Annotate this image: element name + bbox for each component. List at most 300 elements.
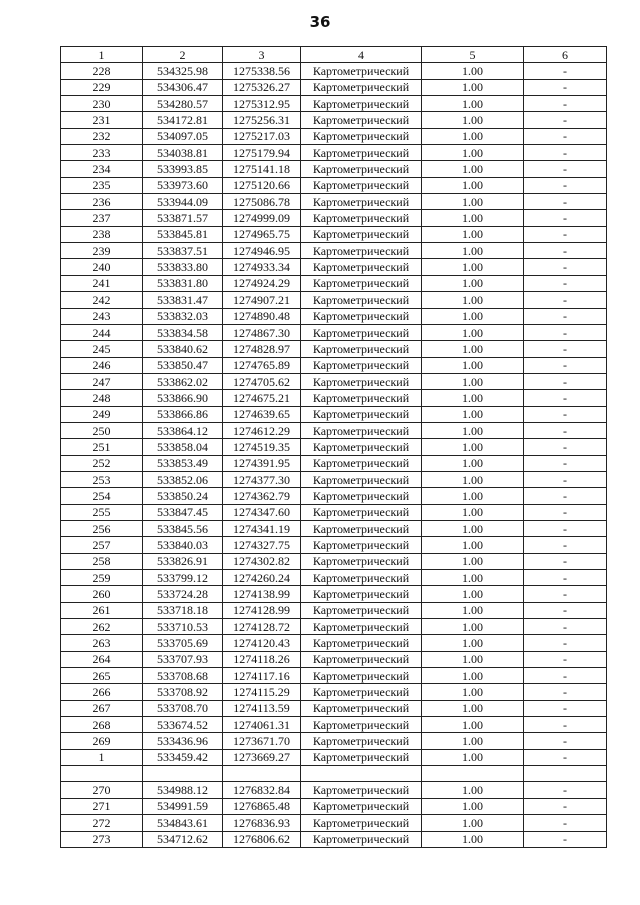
accuracy-cell: 1.00 bbox=[422, 243, 524, 259]
column-header-6: 6 bbox=[524, 47, 607, 63]
x-coordinate-cell: 534097.05 bbox=[143, 128, 223, 144]
y-coordinate-cell: 1274828.97 bbox=[223, 341, 301, 357]
method-cell: Картометрический bbox=[301, 782, 422, 798]
x-coordinate-cell: 533459.42 bbox=[143, 749, 223, 765]
accuracy-cell: 1.00 bbox=[422, 259, 524, 275]
accuracy-cell: 1.00 bbox=[422, 700, 524, 716]
table-row bbox=[61, 635, 607, 651]
point-number-cell: 248 bbox=[61, 390, 143, 406]
method-cell: Картометрический bbox=[301, 373, 422, 389]
method-cell: Картометрический bbox=[301, 520, 422, 536]
column-header-1: 1 bbox=[61, 47, 143, 63]
method-cell: Картометрический bbox=[301, 651, 422, 667]
point-number-cell: 259 bbox=[61, 570, 143, 586]
table-row bbox=[61, 79, 607, 95]
note-cell: - bbox=[524, 570, 607, 586]
x-coordinate-cell: 533871.57 bbox=[143, 210, 223, 226]
y-coordinate-cell: 1274933.34 bbox=[223, 259, 301, 275]
y-coordinate-cell: 1274115.29 bbox=[223, 684, 301, 700]
method-cell: Картометрический bbox=[301, 684, 422, 700]
method-cell: Картометрический bbox=[301, 259, 422, 275]
note-cell: - bbox=[524, 684, 607, 700]
x-coordinate-cell: 534843.61 bbox=[143, 815, 223, 831]
accuracy-cell: 1.00 bbox=[422, 308, 524, 324]
x-coordinate-cell: 533831.47 bbox=[143, 292, 223, 308]
note-cell: - bbox=[524, 308, 607, 324]
note-cell: - bbox=[524, 194, 607, 210]
y-coordinate-cell: 1275120.66 bbox=[223, 177, 301, 193]
y-coordinate-cell: 1275312.95 bbox=[223, 96, 301, 112]
method-cell: Картометрический bbox=[301, 749, 422, 765]
note-cell: - bbox=[524, 520, 607, 536]
y-coordinate-cell: 1274890.48 bbox=[223, 308, 301, 324]
accuracy-cell: 1.00 bbox=[422, 177, 524, 193]
note-cell: - bbox=[524, 96, 607, 112]
table-row bbox=[61, 520, 607, 536]
y-coordinate-cell: 1274705.62 bbox=[223, 373, 301, 389]
y-coordinate-cell: 1274120.43 bbox=[223, 635, 301, 651]
accuracy-cell: 1.00 bbox=[422, 128, 524, 144]
note-cell: - bbox=[524, 733, 607, 749]
table-row bbox=[61, 324, 607, 340]
x-coordinate-cell: 533866.86 bbox=[143, 406, 223, 422]
method-cell: Картометрический bbox=[301, 553, 422, 569]
table-row bbox=[61, 586, 607, 602]
note-cell: - bbox=[524, 602, 607, 618]
y-coordinate-cell: 1274118.26 bbox=[223, 651, 301, 667]
table-row bbox=[61, 700, 607, 716]
point-number-cell: 235 bbox=[61, 177, 143, 193]
note-cell: - bbox=[524, 815, 607, 831]
accuracy-cell: 1.00 bbox=[422, 341, 524, 357]
y-coordinate-cell: 1276832.84 bbox=[223, 782, 301, 798]
y-coordinate-cell: 1274128.72 bbox=[223, 619, 301, 635]
x-coordinate-cell bbox=[143, 766, 223, 782]
table-row bbox=[61, 145, 607, 161]
note-cell: - bbox=[524, 471, 607, 487]
x-coordinate-cell: 534306.47 bbox=[143, 79, 223, 95]
x-coordinate-cell: 533840.03 bbox=[143, 537, 223, 553]
x-coordinate-cell: 533436.96 bbox=[143, 733, 223, 749]
method-cell: Картометрический bbox=[301, 145, 422, 161]
method-cell: Картометрический bbox=[301, 63, 422, 79]
method-cell bbox=[301, 766, 422, 782]
point-number-cell: 265 bbox=[61, 668, 143, 684]
y-coordinate-cell: 1274907.21 bbox=[223, 292, 301, 308]
method-cell: Картометрический bbox=[301, 79, 422, 95]
point-number-cell: 232 bbox=[61, 128, 143, 144]
note-cell: - bbox=[524, 406, 607, 422]
accuracy-cell: 1.00 bbox=[422, 602, 524, 618]
table-row bbox=[61, 439, 607, 455]
x-coordinate-cell: 533845.81 bbox=[143, 226, 223, 242]
y-coordinate-cell: 1273669.27 bbox=[223, 749, 301, 765]
method-cell: Картометрический bbox=[301, 831, 422, 847]
y-coordinate-cell: 1275326.27 bbox=[223, 79, 301, 95]
note-cell: - bbox=[524, 210, 607, 226]
y-coordinate-cell: 1274519.35 bbox=[223, 439, 301, 455]
point-number-cell: 246 bbox=[61, 357, 143, 373]
method-cell: Картометрический bbox=[301, 194, 422, 210]
note-cell: - bbox=[524, 275, 607, 291]
y-coordinate-cell: 1274924.29 bbox=[223, 275, 301, 291]
accuracy-cell: 1.00 bbox=[422, 668, 524, 684]
table-row bbox=[61, 177, 607, 193]
accuracy-cell: 1.00 bbox=[422, 782, 524, 798]
accuracy-cell: 1.00 bbox=[422, 390, 524, 406]
point-number-cell: 256 bbox=[61, 520, 143, 536]
y-coordinate-cell: 1274347.60 bbox=[223, 504, 301, 520]
accuracy-cell: 1.00 bbox=[422, 733, 524, 749]
method-cell: Картометрический bbox=[301, 586, 422, 602]
note-cell: - bbox=[524, 226, 607, 242]
column-header-3: 3 bbox=[223, 47, 301, 63]
table-row bbox=[61, 455, 607, 471]
y-coordinate-cell: 1274117.16 bbox=[223, 668, 301, 684]
table-row bbox=[61, 717, 607, 733]
accuracy-cell: 1.00 bbox=[422, 422, 524, 438]
note-cell: - bbox=[524, 79, 607, 95]
point-number-cell bbox=[61, 766, 143, 782]
table-row bbox=[61, 668, 607, 684]
x-coordinate-cell: 533944.09 bbox=[143, 194, 223, 210]
x-coordinate-cell: 533852.06 bbox=[143, 471, 223, 487]
note-cell: - bbox=[524, 537, 607, 553]
point-number-cell: 247 bbox=[61, 373, 143, 389]
note-cell: - bbox=[524, 831, 607, 847]
accuracy-cell: 1.00 bbox=[422, 79, 524, 95]
accuracy-cell: 1.00 bbox=[422, 439, 524, 455]
accuracy-cell: 1.00 bbox=[422, 684, 524, 700]
accuracy-cell: 1.00 bbox=[422, 292, 524, 308]
x-coordinate-cell: 533826.91 bbox=[143, 553, 223, 569]
x-coordinate-cell: 533832.03 bbox=[143, 308, 223, 324]
y-coordinate-cell: 1274675.21 bbox=[223, 390, 301, 406]
point-number-cell: 233 bbox=[61, 145, 143, 161]
note-cell: - bbox=[524, 700, 607, 716]
method-cell: Картометрический bbox=[301, 226, 422, 242]
table-row bbox=[61, 308, 607, 324]
x-coordinate-cell: 533710.53 bbox=[143, 619, 223, 635]
method-cell: Картометрический bbox=[301, 798, 422, 814]
accuracy-cell: 1.00 bbox=[422, 161, 524, 177]
x-coordinate-cell: 533973.60 bbox=[143, 177, 223, 193]
method-cell: Картометрический bbox=[301, 635, 422, 651]
y-coordinate-cell: 1274965.75 bbox=[223, 226, 301, 242]
point-number-cell: 268 bbox=[61, 717, 143, 733]
accuracy-cell: 1.00 bbox=[422, 194, 524, 210]
note-cell: - bbox=[524, 390, 607, 406]
y-coordinate-cell: 1274302.82 bbox=[223, 553, 301, 569]
accuracy-cell: 1.00 bbox=[422, 798, 524, 814]
note-cell: - bbox=[524, 586, 607, 602]
y-coordinate-cell: 1274946.95 bbox=[223, 243, 301, 259]
y-coordinate-cell: 1275179.94 bbox=[223, 145, 301, 161]
method-cell: Картометрический bbox=[301, 324, 422, 340]
x-coordinate-cell: 533705.69 bbox=[143, 635, 223, 651]
x-coordinate-cell: 533718.18 bbox=[143, 602, 223, 618]
x-coordinate-cell: 533866.90 bbox=[143, 390, 223, 406]
table-row bbox=[61, 619, 607, 635]
accuracy-cell: 1.00 bbox=[422, 520, 524, 536]
x-coordinate-cell: 533845.56 bbox=[143, 520, 223, 536]
accuracy-cell: 1.00 bbox=[422, 651, 524, 667]
x-coordinate-cell: 534172.81 bbox=[143, 112, 223, 128]
note-cell: - bbox=[524, 177, 607, 193]
point-number-cell: 262 bbox=[61, 619, 143, 635]
column-header-2: 2 bbox=[143, 47, 223, 63]
method-cell: Картометрический bbox=[301, 570, 422, 586]
note-cell: - bbox=[524, 161, 607, 177]
table-row bbox=[61, 259, 607, 275]
point-number-cell: 254 bbox=[61, 488, 143, 504]
y-coordinate-cell: 1274260.24 bbox=[223, 570, 301, 586]
point-number-cell: 231 bbox=[61, 112, 143, 128]
x-coordinate-cell: 533834.58 bbox=[143, 324, 223, 340]
y-coordinate-cell: 1274138.99 bbox=[223, 586, 301, 602]
accuracy-cell: 1.00 bbox=[422, 455, 524, 471]
point-number-cell: 228 bbox=[61, 63, 143, 79]
y-coordinate-cell: 1276806.62 bbox=[223, 831, 301, 847]
accuracy-cell: 1.00 bbox=[422, 619, 524, 635]
x-coordinate-cell: 534712.62 bbox=[143, 831, 223, 847]
x-coordinate-cell: 533993.85 bbox=[143, 161, 223, 177]
note-cell: - bbox=[524, 439, 607, 455]
point-number-cell: 270 bbox=[61, 782, 143, 798]
table-row bbox=[61, 292, 607, 308]
note-cell: - bbox=[524, 373, 607, 389]
x-coordinate-cell: 534038.81 bbox=[143, 145, 223, 161]
y-coordinate-cell: 1276865.48 bbox=[223, 798, 301, 814]
point-number-cell: 255 bbox=[61, 504, 143, 520]
table-row bbox=[61, 194, 607, 210]
table-row bbox=[61, 553, 607, 569]
method-cell: Картометрический bbox=[301, 488, 422, 504]
method-cell: Картометрический bbox=[301, 177, 422, 193]
point-number-cell: 252 bbox=[61, 455, 143, 471]
y-coordinate-cell: 1275256.31 bbox=[223, 112, 301, 128]
method-cell: Картометрический bbox=[301, 292, 422, 308]
accuracy-cell: 1.00 bbox=[422, 112, 524, 128]
point-number-cell: 245 bbox=[61, 341, 143, 357]
point-number-cell: 258 bbox=[61, 553, 143, 569]
accuracy-cell: 1.00 bbox=[422, 210, 524, 226]
method-cell: Картометрический bbox=[301, 455, 422, 471]
method-cell: Картометрический bbox=[301, 733, 422, 749]
x-coordinate-cell: 533850.47 bbox=[143, 357, 223, 373]
note-cell: - bbox=[524, 635, 607, 651]
column-header-4: 4 bbox=[301, 47, 422, 63]
y-coordinate-cell: 1274612.29 bbox=[223, 422, 301, 438]
accuracy-cell: 1.00 bbox=[422, 586, 524, 602]
accuracy-cell: 1.00 bbox=[422, 145, 524, 161]
point-number-cell: 266 bbox=[61, 684, 143, 700]
table-row bbox=[61, 422, 607, 438]
note-cell: - bbox=[524, 488, 607, 504]
x-coordinate-cell: 533708.92 bbox=[143, 684, 223, 700]
note-cell: - bbox=[524, 324, 607, 340]
y-coordinate-cell: 1274639.65 bbox=[223, 406, 301, 422]
point-number-cell: 257 bbox=[61, 537, 143, 553]
point-number-cell: 250 bbox=[61, 422, 143, 438]
accuracy-cell: 1.00 bbox=[422, 815, 524, 831]
method-cell: Картометрический bbox=[301, 700, 422, 716]
note-cell: - bbox=[524, 63, 607, 79]
accuracy-cell: 1.00 bbox=[422, 635, 524, 651]
x-coordinate-cell: 533724.28 bbox=[143, 586, 223, 602]
table-row bbox=[61, 226, 607, 242]
y-coordinate-cell: 1276836.93 bbox=[223, 815, 301, 831]
point-number-cell: 249 bbox=[61, 406, 143, 422]
accuracy-cell: 1.00 bbox=[422, 357, 524, 373]
table-row bbox=[61, 471, 607, 487]
x-coordinate-cell: 533707.93 bbox=[143, 651, 223, 667]
y-coordinate-cell: 1275217.03 bbox=[223, 128, 301, 144]
note-cell bbox=[524, 766, 607, 782]
note-cell: - bbox=[524, 455, 607, 471]
method-cell: Картометрический bbox=[301, 308, 422, 324]
x-coordinate-cell: 533858.04 bbox=[143, 439, 223, 455]
y-coordinate-cell: 1274061.31 bbox=[223, 717, 301, 733]
method-cell: Картометрический bbox=[301, 390, 422, 406]
point-number-cell: 264 bbox=[61, 651, 143, 667]
note-cell: - bbox=[524, 243, 607, 259]
note-cell: - bbox=[524, 259, 607, 275]
x-coordinate-cell: 533850.24 bbox=[143, 488, 223, 504]
table-row bbox=[61, 341, 607, 357]
table-row bbox=[61, 537, 607, 553]
x-coordinate-cell: 533674.52 bbox=[143, 717, 223, 733]
table-row bbox=[61, 390, 607, 406]
table-row bbox=[61, 488, 607, 504]
table-row bbox=[61, 96, 607, 112]
table-row bbox=[61, 275, 607, 291]
method-cell: Картометрический bbox=[301, 96, 422, 112]
note-cell: - bbox=[524, 341, 607, 357]
note-cell: - bbox=[524, 422, 607, 438]
x-coordinate-cell: 534991.59 bbox=[143, 798, 223, 814]
table-row bbox=[61, 651, 607, 667]
y-coordinate-cell: 1274867.30 bbox=[223, 324, 301, 340]
method-cell: Картометрический bbox=[301, 275, 422, 291]
method-cell: Картометрический bbox=[301, 439, 422, 455]
y-coordinate-cell: 1274362.79 bbox=[223, 488, 301, 504]
y-coordinate-cell: 1273671.70 bbox=[223, 733, 301, 749]
table-row bbox=[61, 684, 607, 700]
x-coordinate-cell: 533864.12 bbox=[143, 422, 223, 438]
table-row bbox=[61, 406, 607, 422]
point-number-cell: 261 bbox=[61, 602, 143, 618]
y-coordinate-cell: 1274341.19 bbox=[223, 520, 301, 536]
y-coordinate-cell: 1274128.99 bbox=[223, 602, 301, 618]
point-number-cell: 229 bbox=[61, 79, 143, 95]
column-header-5: 5 bbox=[422, 47, 524, 63]
x-coordinate-cell: 534988.12 bbox=[143, 782, 223, 798]
table-row bbox=[61, 570, 607, 586]
note-cell: - bbox=[524, 128, 607, 144]
accuracy-cell: 1.00 bbox=[422, 373, 524, 389]
method-cell: Картометрический bbox=[301, 341, 422, 357]
x-coordinate-cell: 533708.68 bbox=[143, 668, 223, 684]
accuracy-cell: 1.00 bbox=[422, 226, 524, 242]
table-body bbox=[61, 63, 607, 848]
accuracy-cell: 1.00 bbox=[422, 749, 524, 765]
y-coordinate-cell: 1275338.56 bbox=[223, 63, 301, 79]
point-number-cell: 271 bbox=[61, 798, 143, 814]
method-cell: Картометрический bbox=[301, 243, 422, 259]
note-cell: - bbox=[524, 357, 607, 373]
note-cell: - bbox=[524, 619, 607, 635]
point-number-cell: 237 bbox=[61, 210, 143, 226]
x-coordinate-cell: 534280.57 bbox=[143, 96, 223, 112]
point-number-cell: 230 bbox=[61, 96, 143, 112]
y-coordinate-cell bbox=[223, 766, 301, 782]
x-coordinate-cell: 533708.70 bbox=[143, 700, 223, 716]
note-cell: - bbox=[524, 651, 607, 667]
table-row bbox=[61, 210, 607, 226]
method-cell: Картометрический bbox=[301, 128, 422, 144]
note-cell: - bbox=[524, 145, 607, 161]
accuracy-cell: 1.00 bbox=[422, 717, 524, 733]
note-cell: - bbox=[524, 553, 607, 569]
coordinates-table bbox=[60, 46, 607, 848]
point-number-cell: 244 bbox=[61, 324, 143, 340]
point-number-cell: 272 bbox=[61, 815, 143, 831]
table-row bbox=[61, 161, 607, 177]
point-number-cell: 241 bbox=[61, 275, 143, 291]
table-row bbox=[61, 373, 607, 389]
x-coordinate-cell: 533833.80 bbox=[143, 259, 223, 275]
table-row bbox=[61, 112, 607, 128]
accuracy-cell: 1.00 bbox=[422, 504, 524, 520]
accuracy-cell bbox=[422, 766, 524, 782]
x-coordinate-cell: 533853.49 bbox=[143, 455, 223, 471]
point-number-cell: 236 bbox=[61, 194, 143, 210]
point-number-cell: 269 bbox=[61, 733, 143, 749]
accuracy-cell: 1.00 bbox=[422, 324, 524, 340]
x-coordinate-cell: 533831.80 bbox=[143, 275, 223, 291]
point-number-cell: 1 bbox=[61, 749, 143, 765]
note-cell: - bbox=[524, 749, 607, 765]
method-cell: Картометрический bbox=[301, 504, 422, 520]
x-coordinate-cell: 533837.51 bbox=[143, 243, 223, 259]
method-cell: Картометрический bbox=[301, 602, 422, 618]
note-cell: - bbox=[524, 668, 607, 684]
x-coordinate-cell: 533862.02 bbox=[143, 373, 223, 389]
point-number-cell: 260 bbox=[61, 586, 143, 602]
table-row bbox=[61, 815, 607, 831]
method-cell: Картометрический bbox=[301, 422, 422, 438]
accuracy-cell: 1.00 bbox=[422, 831, 524, 847]
x-coordinate-cell: 533799.12 bbox=[143, 570, 223, 586]
accuracy-cell: 1.00 bbox=[422, 406, 524, 422]
accuracy-cell: 1.00 bbox=[422, 537, 524, 553]
accuracy-cell: 1.00 bbox=[422, 570, 524, 586]
method-cell: Картометрический bbox=[301, 815, 422, 831]
table-header-row bbox=[61, 47, 607, 63]
point-number-cell: 243 bbox=[61, 308, 143, 324]
note-cell: - bbox=[524, 292, 607, 308]
point-number-cell: 251 bbox=[61, 439, 143, 455]
table-row bbox=[61, 766, 607, 782]
x-coordinate-cell: 533847.45 bbox=[143, 504, 223, 520]
note-cell: - bbox=[524, 504, 607, 520]
accuracy-cell: 1.00 bbox=[422, 96, 524, 112]
method-cell: Картометрический bbox=[301, 471, 422, 487]
table-row bbox=[61, 602, 607, 618]
accuracy-cell: 1.00 bbox=[422, 275, 524, 291]
table-row bbox=[61, 63, 607, 79]
